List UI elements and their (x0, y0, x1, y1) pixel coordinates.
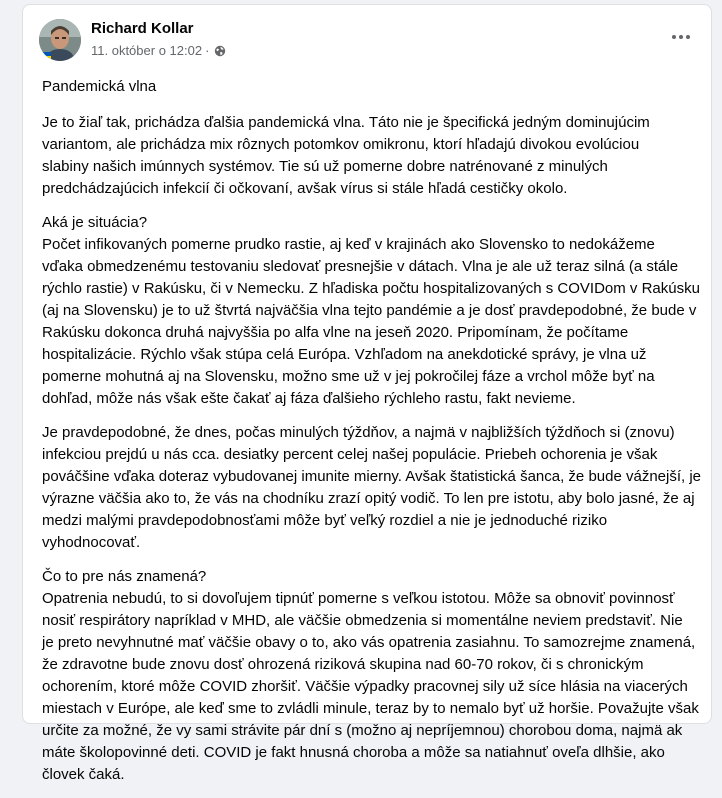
more-options-button[interactable] (667, 27, 695, 47)
author-name[interactable]: Richard Kollar (91, 20, 194, 37)
post-paragraph: Je to žiaľ tak, prichádza ďalšia pandemická vlna. Táto nie je špecifická jedným dominujúcim variantom, ale prichádza mix rôznych potomkov omikronu, ktorí hľadajú divokou evolúciou slabiny našich imúnnych systémov. Tie sú už pomerne dobre natrénované z minulých predchádzajúcich infekcií či očkovaní, avšak vírus si stále hľadá cestičky okolo. (42, 114, 650, 197)
more-options-icon (671, 34, 691, 40)
post-header (39, 17, 695, 67)
post-timestamp[interactable]: 11. október o 12:02 (91, 43, 203, 58)
post-paragraph: Čo to pre nás znamená? Opatrenia nebudú, to si dovoľujem tipnúť pomerne s veľkou istotou. Môže sa obnoviť povinnosť nosiť respirátory napríklad v MHD, ale väčšie obmedzenia si momentálne neviem predstaviť. Nie je preto nevyhnutné mať väčšie obavy o to, ako vás opatrenia zasiahnu. To samozrejme znamená, že zdravotne bude znovu dosť ohrozená riziková skupina nad 60-70 rokov, či s chronickým ochorením, ktoré môže COVID zhoršiť. Väčšie výpadky pracovnej sily už síce hlásia na viacerých miestach v Európe, ale keď sme to zvládli minule, teraz by to nemalo byť už horšie. Považujte však určite za možné, že vy sami strávite pár dní s (možno aj nepríjemnou) chorobou doma, najmä ak máte školopovinné deti. COVID je fakt hnusná choroba a môže sa natiahnuť oveľa dlhšie, ako človek čaká. (42, 568, 699, 783)
profile-photo-icon (39, 19, 81, 61)
post-paragraph: Aká je situácia? Počet infikovaných pomerne prudko rastie, aj keď v krajinách ako Slovensko to nedokážeme vďaka obmedzenému testovaniu sledovať presnejšie v dátach. Vlna je ale už teraz silná (a stále rýchlo rastie) v Rakúsku, či v Nemecku. Z hľadiska počtu hospitalizovaných s COVIDom v Rakúsku (aj na Slovensku) je to už štvrtá najväčšia vlna tejto pandémie a je dosť pravdepodobné, že bude v Rakúsku dokonca druhá najvyššia po alfa vlne na jeseň 2020. Pripomínam, že počítame hospitalizácie. Rýchlo však stúpa celá Európa. Vzhľadom na anekdotické správy, je vlna už pomerne mohutná aj na Slovensku, možno sme už v jej pokročilej fáze a vrchol môže byť na dohľad, môže nás však ešte čakať aj fáza ďalšieho rýchleho rastu, fakt nevieme. (42, 214, 700, 407)
meta-separator: · (205, 43, 210, 58)
post-paragraph-title: Pandemická vlna (42, 78, 157, 95)
post-card (22, 4, 712, 783)
post-meta (91, 43, 226, 58)
avatar[interactable] (39, 19, 81, 61)
post-text (42, 76, 702, 798)
globe-icon[interactable] (214, 45, 226, 57)
post-paragraph: Je pravdepodobné, že dnes, počas minulých týždňov, a najmä v najbližších týždňoch si (znovu) infekciou prejdú u nás cca. desiatky percent celej našej populácie. Priebeh ochorenia je však pováčšine vďaka doteraz vybudovanej imunite mierny. Avšak štatistická šanca, že bude vážnejší, je výrazne väčšia ako to, že vás na chodníku zrazí opitý vodič. To len pre istotu, aby bolo jasné, že aj medzi malými pravdepodobnosťami môže byť veľký rozdiel a nie je jednoduché riziko vyhodnocovať. (42, 424, 702, 551)
